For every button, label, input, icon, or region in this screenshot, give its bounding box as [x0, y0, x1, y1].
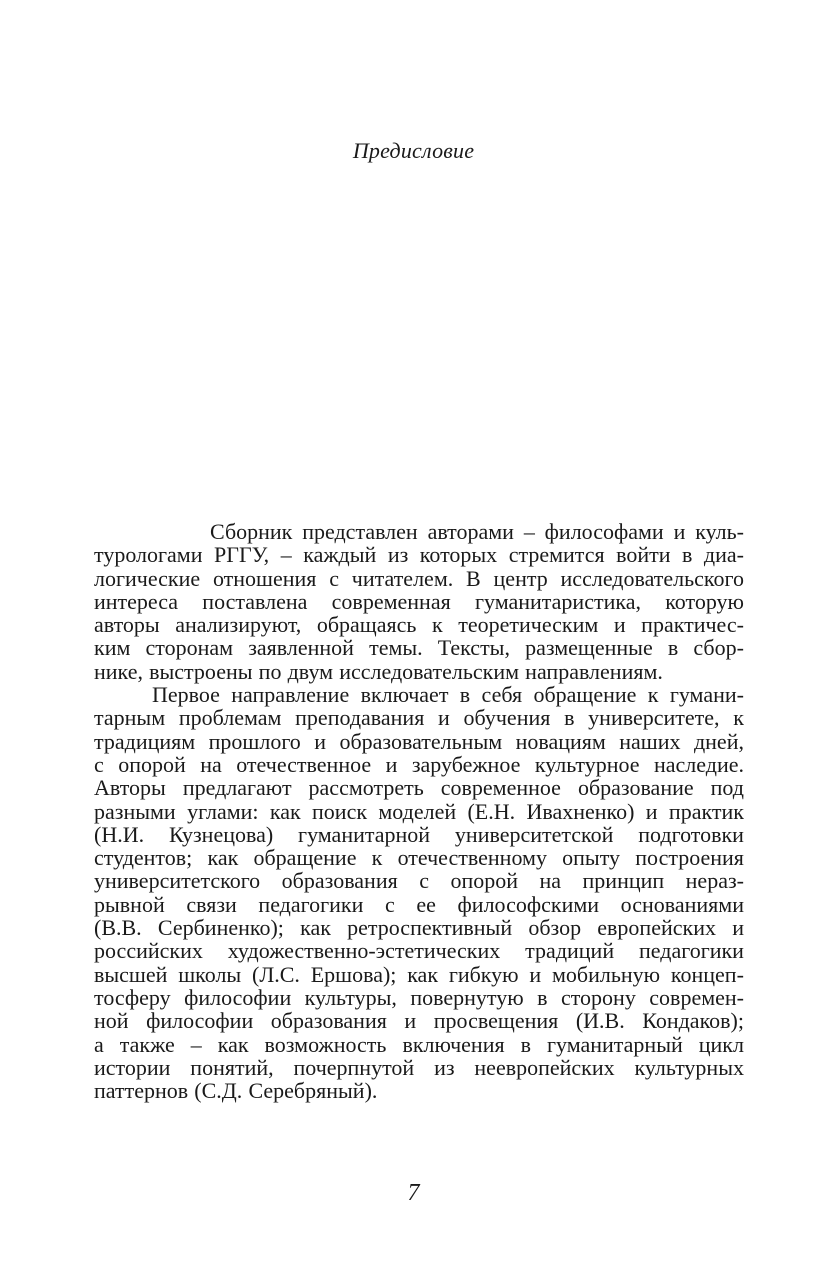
text-line: высшей школы (Л.С. Ершова); как гибкую и мобильную концеп- [94, 961, 744, 987]
page-number: 7 [407, 1180, 420, 1206]
text-line: тосферу философии культуры, повернутую в сторону современ- [94, 984, 744, 1010]
text-line: университетского образования с опорой на принцип нераз- [94, 868, 744, 894]
text-line: Первое направление включает в себя обращение к гумани- [152, 682, 744, 708]
text-line: разными углами: как поиск моделей (Е.Н. Ивахненко) и практик [94, 798, 744, 824]
text-line: турологами РГГУ, – каждый из которых стремится войти в диа- [94, 542, 744, 568]
text-line: (Н.И. Кузнецова) гуманитарной университетской подготовки [94, 821, 744, 847]
body-text [94, 520, 744, 1102]
section-title: Предисловие [352, 138, 475, 163]
text-line: тарным проблемам преподавания и обучения в университете, к [94, 705, 744, 731]
text-line: логические отношения с читателем. В центр исследовательского [94, 565, 744, 591]
text-line: интереса поставлена современная гуманитаристика, которую [94, 588, 744, 614]
text-line: студентов; как обращение к отечественному опыту построения [94, 845, 744, 871]
text-line: нике, выстроены по двум исследовательским направлениям. [94, 658, 663, 684]
text-line: Сборник представлен авторами – философами и куль- [210, 519, 744, 544]
text-line: а также – как возможность включения в гуманитарный цикл [94, 1031, 744, 1057]
text-line: рывной связи педагогики с ее философскими основаниями [94, 891, 744, 917]
text-line: истории понятий, почерпнутой из неевропейских культурных [94, 1054, 744, 1080]
text-line: ной философии образования и просвещения (И.В. Кондаков); [94, 1008, 744, 1034]
text-line: паттернов (С.Д. Серебряный). [94, 1078, 378, 1104]
text-line: Авторы предлагают рассмотреть современное образование под [94, 775, 744, 801]
text-line: (В.В. Сербиненко); как ретроспективный обзор европейских и [94, 915, 744, 941]
text-line: российских художественно-эстетических традиций педагогики [94, 938, 744, 964]
text-line: с опорой на отечественное и зарубежное культурное наследие. [94, 751, 744, 777]
text-line: авторы анализируют, обращаясь к теоретическим и практичес- [94, 612, 744, 638]
text-line: традициям прошлого и образовательным новациям наших дней, [94, 728, 744, 754]
text-line: ким сторонам заявленной темы. Тексты, размещенные в сбор- [94, 635, 744, 661]
